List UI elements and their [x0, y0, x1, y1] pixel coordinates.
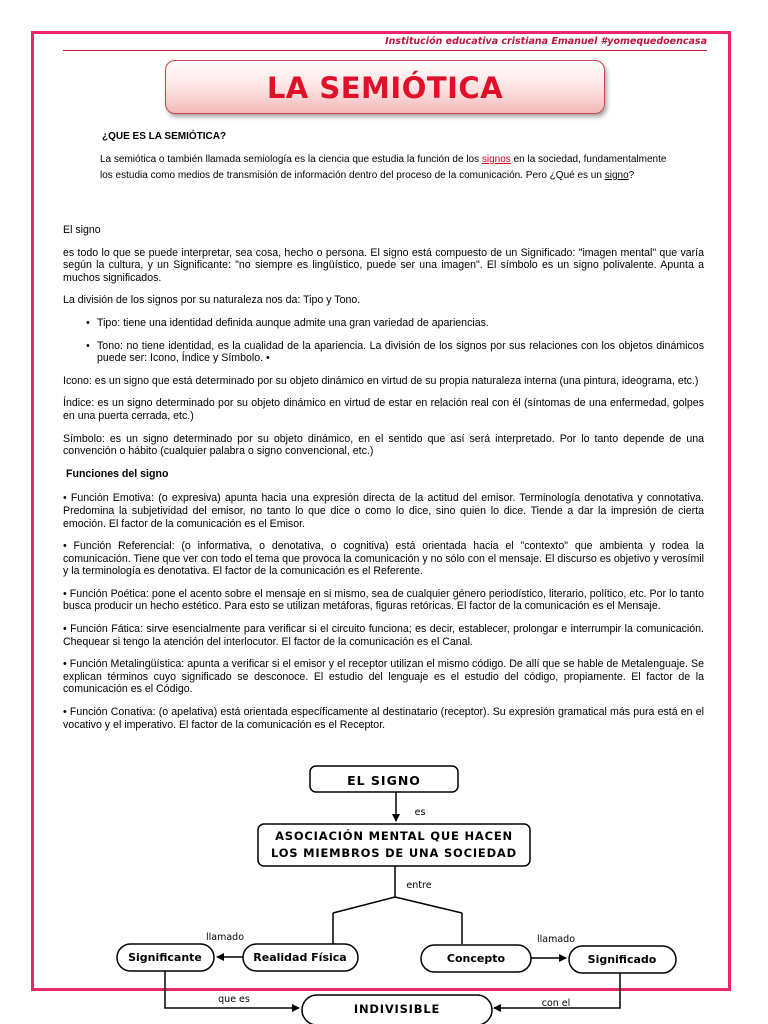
- llamado-label-right: llamado: [536, 934, 576, 945]
- indivisible-text: INDIVISIBLE: [353, 1002, 441, 1016]
- funcion-fatica: • Función Fática: sirve esencialmente para verificar si el circuito funciona; es decir, establecer, prolongar e interrumpir la comunicación. Chequear si tengo la atención del interlocutor. El factor de la comunicación es el Canal.: [63, 623, 704, 648]
- asociacion-text-1: ASOCIACIÓN MENTAL QUE HACEN: [275, 829, 513, 843]
- es-label: es: [414, 807, 426, 818]
- intro-text-2: en la sociedad, fundamentalmente los estudia como medios de transmisión de información dentro del proceso de la comunicación. Pero ¿Qué es un: [100, 154, 667, 181]
- signos-link[interactable]: signos: [481, 154, 511, 165]
- indice-paragraph: Índice: es un signo determinado por su objeto dinámico en virtud de estar en relación real con él (síntomas de una enfermedad, golpes en una puerta cerrada, etc.): [63, 397, 704, 422]
- con-el-label: con el: [541, 998, 571, 1009]
- simbolo-paragraph: Símbolo: es un signo determinado por su objeto dinámico, en el sentido que así será interpretado. Por lo tanto depende de una convención o hábito (cualquier palabra o signo convencional, etc.): [63, 432, 704, 458]
- institution-header: Institución educativa cristiana Emanuel #yomequedoencasa: [385, 36, 707, 47]
- funcion-referencial: • Función Referencial: (o informativa, o denotativa, o cognitiva) está orientada hacia el "contexto" que ambienta y rodea la comunicación. Tiene que ver con todo el tema que provoca la comunicación y no sólo con el mensaje. El discurso es objetivo y verosímil y la terminología es denotativa. El factor de la comunicación es el Referente.: [63, 540, 704, 578]
- funcion-metalinguistica: • Función Metalingüística: apunta a verificar si el emisor y el receptor utilizan el mismo código. De allí que se hable de Metalenguaje. Se explican términos cuyo significado se desconoce. El estudio del lenguaje es el estudio del código, propiamente. El factor de la comunicación es el Código.: [63, 658, 704, 696]
- page-title: LA SEMIÓTICA: [165, 60, 605, 114]
- intro-text-3: ?: [628, 170, 635, 181]
- funcion-conativa: • Función Conativa: (o apelativa) está orientada específicamente al destinatario (receptor). Su expresión gramatical más pura está en el vocativo y el imperativo. El factor de la comunicación es el Receptor.: [63, 706, 704, 731]
- funcion-poetica: • Función Poética: pone el acento sobre el mensaje en si mismo, sea de cualquier género periodístico, literario, político, etc. Por lo tanto busca producir un hecho estético. Para esto se utilizan metáforas, figuras retóricas. El factor de la comunicación es el Mensaje.: [63, 587, 704, 613]
- tipo-item: • Tipo: tiene una identidad definida aunque admite una gran variedad de apariencias.: [97, 317, 704, 330]
- tree-branch-left: [333, 897, 395, 913]
- division-paragraph: La división de los signos por su naturaleza nos da: Tipo y Tono.: [63, 294, 361, 307]
- el-signo-text: EL SIGNO: [347, 773, 421, 788]
- asociacion-text-2: LOS MIEMBROS DE UNA SOCIEDAD: [271, 846, 517, 860]
- entre-label: entre: [406, 880, 432, 891]
- funciones-heading: Funciones del signo: [66, 467, 169, 480]
- funcion-emotiva: • Función Emotiva: (o expresiva) apunta hacia una expresión directa de la actitud del emisor. Terminología denotativa y connotativa. Predomina la subjetividad del emisor, no tanto lo que dice o como lo dice, sino quien lo dice. Tiende a dar la impresión de cierta emoción. El factor de la comunicación es el Emisor.: [63, 492, 704, 530]
- llamado-label-left: llamado: [205, 932, 245, 943]
- intro-text-1: La semiótica o también llamada semiología es la ciencia que estudia la función de los: [100, 154, 482, 165]
- tree-branch-right: [395, 897, 462, 913]
- el-signo-label: El signo: [63, 224, 101, 236]
- signo-definition: es todo lo que se puede interpretar, sea cosa, hecho o persona. El signo está compuesto de un Significado: "imagen mental" que varía según la cultura, y un Significante: "no siempre es lingüístico, puede ser una imagen". El símbolo es un signo polivalente. Apunta a muchos significados.: [63, 246, 704, 284]
- question-heading: ¿QUE ES LA SEMIÓTICA?: [102, 131, 227, 142]
- realidad-fisica-text: Realidad Física: [253, 951, 347, 964]
- significante-text: Significante: [128, 951, 202, 964]
- concepto-text: Concepto: [446, 952, 506, 965]
- icono-paragraph: Icono: es un signo que está determinado por su objeto dinámico en virtud de su propia naturaleza interna (una pintura, ideograma, etc.): [63, 374, 699, 387]
- significado-text: Significado: [587, 953, 657, 966]
- que-es-label: que es: [218, 994, 250, 1005]
- signo-link[interactable]: signo: [604, 170, 629, 181]
- tono-item: • Tono: no tiene identidad, es la cualidad de la apariencia. La división de los signos por sus relaciones con los objetos dinámicos puede ser: Icono, Índice y Símbolo. •: [97, 340, 704, 365]
